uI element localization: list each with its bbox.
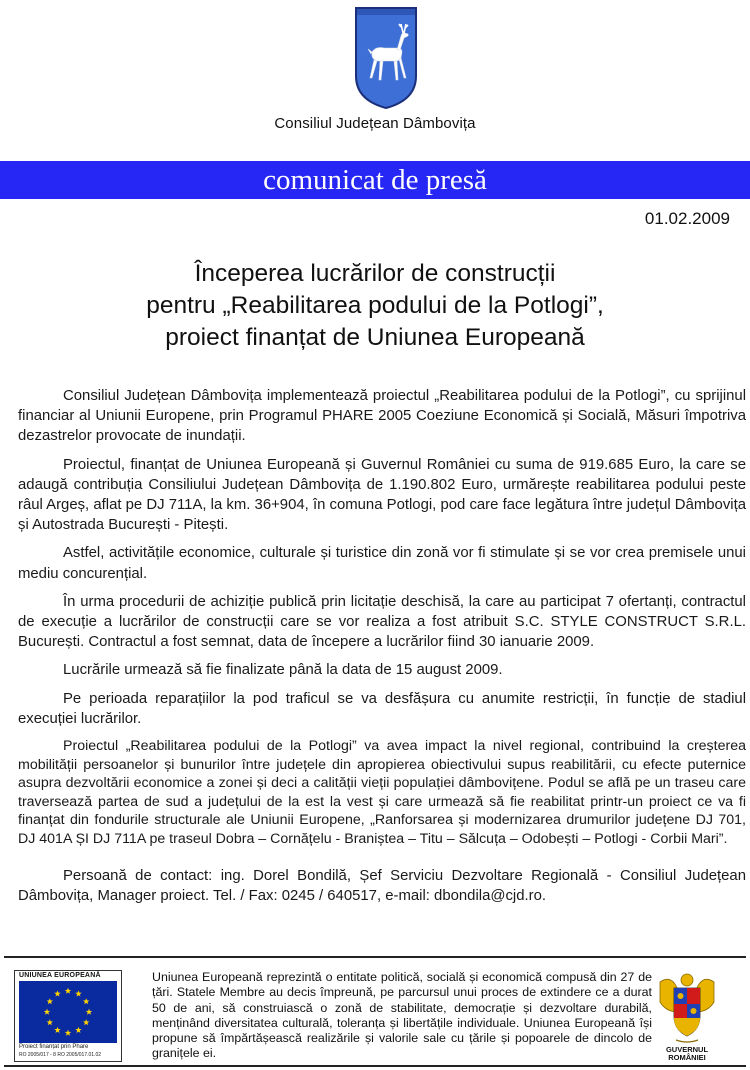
- paragraph: Astfel, activitățile economice, culturale și turistice din zonă vor fi stimulate și se vor crea premisele unui mediu concurențial.: [18, 545, 746, 582]
- banner-title: comunicat de presă: [263, 164, 487, 196]
- eu-description: Uniunea Europeană reprezintă o entitate politică, socială și economică compusă din 27 de țări. Statele Membre au decis împreună, pe parcursul unui proces de extindere ce a durat 50 de ani, să construiască o zonă de stabilitate, democrație și dezvoltare durabilă, menținând diversitatea culturală, toleranța și libertățile individuale. Uniunea Europeană își propune să împărtășească realizările și valorile sale cu țările și popoarele de dincolo de granițele ei.: [152, 970, 652, 1061]
- romanian-government-logo: [654, 968, 720, 1063]
- eu-label: UNIUNEA EUROPEANĂ: [19, 972, 101, 979]
- footer: [4, 956, 746, 1067]
- romanian-coat-of-arms-icon: [654, 968, 720, 1044]
- eu-funding-note: Proiect finanțat prin Phare: [19, 1044, 89, 1050]
- gov-label-line-2: ROMÂNIEI: [668, 1053, 706, 1062]
- release-date: 01.02.2009: [644, 209, 730, 228]
- paragraph: Proiectul, finanțat de Uniunea Europeană și Guvernul României cu suma de 919.685 Euro, la care se adaugă contribuția Consiliului Județean Dâmbovița de 1.190.802 Euro, urmărește reabilitarea podului peste râul Argeș, aflat pe DJ 711A, la km. 36+904, în comuna Potlogi, pod care face legătura între județul Dâmbovița și Autostrada București - Pitești.: [18, 456, 746, 534]
- paragraph: Lucrările urmează să fie finalizate până la data de 15 august 2009.: [63, 662, 503, 679]
- government-label: [654, 1046, 720, 1062]
- council-name: Consiliul Județean Dâmbovița: [274, 115, 476, 132]
- gov-label-line-1: GUVERNUL: [665, 1045, 709, 1054]
- title-line-1: Începerea lucrărilor de construcții: [194, 260, 556, 287]
- eu-flag-icon: [19, 981, 117, 1043]
- page-title: [0, 258, 750, 354]
- contact-paragraph: Persoană de contact: ing. Dorel Bondilă, Șef Serviciu Dezvoltare Regională - Consiliul Județean Dâmbovița, Manager proiect. Tel. / Fax: 0245 / 640517, e-mail: dbondila@cjd.ro.: [18, 867, 746, 904]
- eu-program-code: RO 2005/017 - 8 RO 2005/017.01.02: [19, 1052, 102, 1058]
- title-line-3: proiect finanțat de Uniunea Europeană: [165, 324, 585, 351]
- paragraph: În urma procedurii de achiziție publică prin licitație deschisă, la care au participat 7 ofertanți, contractul de execuție a lucrărilor de construcții care se vor realiza a fost atribuit S.C. STYLE CONSTRUCT S.R.L. București. Contractul a fost semnat, data de începere a lucrărilor fiind 30 ianuarie 2009.: [18, 593, 746, 651]
- eu-logo: [14, 970, 122, 1062]
- paragraph: Proiectul „Reabilitarea podului de la Potlogi” va avea impact la nivel regional, contribuind la creșterea mobilității persoanelor și bunurilor între județele din apropierea obiectivului supus reabilitării, cu efecte puternice asupra dezvoltării economice a zonei și deci a calității vieții populației dâmbovițene. Podul se află pe un traseu care traversează partea de sud a județului de la est la vest și care urmează să fie reabilitat printr-un proiect ce va fi finanțat din fondurile structurale ale Uniunii Europene, „Ranforsarea și modernizarea drumurilor județene DJ 701, DJ 401A ȘI DJ 711A pe traseul Dobra – Cornățelu - Braniștea – Titu – Sălcuța – Odobești – Potlogi - Corbii Mari”.: [18, 738, 746, 848]
- title-line-2: pentru „Reabilitarea podului de la Potlogi”,: [146, 292, 604, 319]
- paragraph: Consiliul Județean Dâmbovița implementează proiectul „Reabilitarea podului de la Potlogi”, cu sprijinul financiar al Uniunii Europene, prin Programul PHARE 2005 Coeziune Economică și Socială, Măsuri împotriva dezastrelor provocate de inundații.: [18, 388, 746, 445]
- county-crest-deer-icon: [354, 6, 418, 110]
- article-body: [18, 386, 746, 914]
- press-release-banner: [0, 161, 750, 199]
- paragraph: Pe perioada reparațiilor la pod traficul se va desfășura cu anumite restricții, în funcție de stadiul execuției lucrărilor.: [18, 690, 746, 727]
